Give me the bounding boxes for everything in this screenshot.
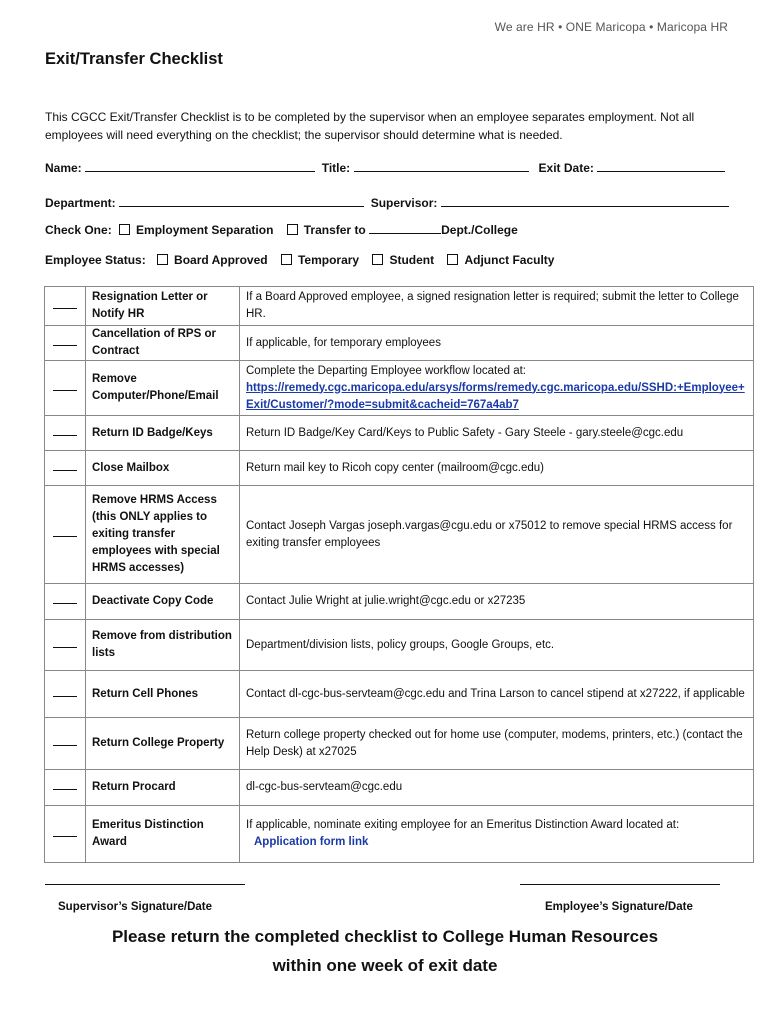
temporary-label: Temporary xyxy=(297,253,360,267)
student-label: Student xyxy=(389,253,435,267)
row-description: If a Board Approved employee, a signed resignation letter is required; submit the letter to College HR. xyxy=(240,287,754,326)
row-item: Cancellation of RPS or Contract xyxy=(86,326,240,361)
row-description: Return college property checked out for home use (computer, modems, printers, etc.) (contact the Help Desk) at x27025 xyxy=(240,718,754,770)
row-item: Return Cell Phones xyxy=(86,671,240,718)
board-approved-label: Board Approved xyxy=(174,253,268,267)
employee-status-row xyxy=(45,253,554,267)
row-item: Deactivate Copy Code xyxy=(86,584,240,620)
row-check-blank[interactable] xyxy=(45,361,86,416)
row-check-blank[interactable] xyxy=(45,770,86,806)
row-check-blank[interactable] xyxy=(45,671,86,718)
check-one-label: Check One: xyxy=(45,223,112,237)
employment-separation-label: Employment Separation xyxy=(136,223,274,237)
department-label: Department: xyxy=(45,196,116,210)
supervisor-label: Supervisor: xyxy=(370,196,438,210)
row-check-blank[interactable] xyxy=(45,620,86,671)
table-row xyxy=(45,671,754,718)
row-description: Return ID Badge/Key Card/Keys to Public Safety - Gary Steele - gary.steele@cgc.edu xyxy=(240,416,754,451)
table-row xyxy=(45,770,754,806)
row-description: Return mail key to Ricoh copy center (mailroom@cgc.edu) xyxy=(240,451,754,486)
row-description: Contact Joseph Vargas joseph.vargas@cgu.edu or x75012 to remove special HRMS access for exiting transfer employees xyxy=(240,486,754,584)
row-check-blank[interactable] xyxy=(45,326,86,361)
row-description: Contact dl-cgc-bus-servteam@cgc.edu and Trina Larson to cancel stipend at x27222, if applicable xyxy=(240,671,754,718)
name-title-row xyxy=(45,161,725,175)
name-field[interactable] xyxy=(85,161,315,172)
page-title: Exit/Transfer Checklist xyxy=(45,50,223,68)
row-item: Close Mailbox xyxy=(86,451,240,486)
employment-separation-checkbox[interactable] xyxy=(119,224,130,235)
row-item: Return ID Badge/Keys xyxy=(86,416,240,451)
transfer-dept-field[interactable] xyxy=(369,223,441,234)
student-checkbox[interactable] xyxy=(372,254,383,265)
table-row xyxy=(45,361,754,416)
row-description xyxy=(240,806,754,863)
remedy-workflow-link[interactable]: https://remedy.cgc.maricopa.edu/arsys/forms/remedy.cgc.maricopa.edu/SSHD:+Employee+Exit/Customer/?mode=submit&cacheid=767a4ab7 xyxy=(246,381,745,411)
row-check-blank[interactable] xyxy=(45,486,86,584)
hr-tagline: We are HR • ONE Maricopa • Maricopa HR xyxy=(494,20,728,34)
table-row xyxy=(45,451,754,486)
row-check-blank[interactable] xyxy=(45,287,86,326)
table-row xyxy=(45,486,754,584)
row-check-blank[interactable] xyxy=(45,718,86,770)
intro-paragraph: This CGCC Exit/Transfer Checklist is to be completed by the supervisor when an employee separates employment. Not all employees will need everything on the checklist; the supervisor should determine what is needed. xyxy=(45,110,695,142)
row-check-blank[interactable] xyxy=(45,584,86,620)
row-item: Remove from distribution lists xyxy=(86,620,240,671)
adjunct-faculty-checkbox[interactable] xyxy=(447,254,458,265)
department-field[interactable] xyxy=(119,196,364,207)
row-item: Remove Computer/Phone/Email xyxy=(86,361,240,416)
board-approved-checkbox[interactable] xyxy=(157,254,168,265)
row-description xyxy=(240,361,754,416)
row-description: Department/division lists, policy groups, Google Groups, etc. xyxy=(240,620,754,671)
supervisor-field[interactable] xyxy=(441,196,729,207)
table-row xyxy=(45,326,754,361)
row-item: Return Procard xyxy=(86,770,240,806)
employee-status-label: Employee Status: xyxy=(45,253,146,267)
temporary-checkbox[interactable] xyxy=(281,254,292,265)
supervisor-signature-label: Supervisor’s Signature/Date xyxy=(58,901,213,913)
title-label: Title: xyxy=(321,161,351,175)
row-description: Contact Julie Wright at julie.wright@cgc.edu or x27235 xyxy=(240,584,754,620)
row-item: Emeritus Distinction Award xyxy=(86,806,240,863)
table-row xyxy=(45,718,754,770)
closing-instruction xyxy=(0,922,770,980)
table-row xyxy=(45,287,754,326)
emeritus-text: If applicable, nominate exiting employee for an Emeritus Distinction Award located at: xyxy=(246,819,680,831)
transfer-label: Transfer to xyxy=(303,223,366,237)
row-description: If applicable, for temporary employees xyxy=(240,326,754,361)
transfer-checkbox[interactable] xyxy=(287,224,298,235)
check-one-row xyxy=(45,223,518,237)
row-item: Remove HRMS Access (this ONLY applies to exiting transfer employees with special HRMS accesses) xyxy=(86,486,240,584)
employee-signature-label: Employee’s Signature/Date xyxy=(545,901,693,913)
title-field[interactable] xyxy=(354,161,529,172)
supervisor-signature-line[interactable] xyxy=(45,884,245,885)
row-check-blank[interactable] xyxy=(45,451,86,486)
table-row xyxy=(45,584,754,620)
department-supervisor-row xyxy=(45,196,729,210)
table-row xyxy=(45,620,754,671)
application-form-link[interactable]: Application form link xyxy=(254,836,369,848)
row-check-blank[interactable] xyxy=(45,806,86,863)
exit-date-field[interactable] xyxy=(597,161,725,172)
checklist-table xyxy=(44,286,754,863)
workflow-text: Complete the Departing Employee workflow located at: xyxy=(246,364,526,377)
name-label: Name: xyxy=(45,161,82,175)
row-check-blank[interactable] xyxy=(45,416,86,451)
row-item: Resignation Letter or Notify HR xyxy=(86,287,240,326)
closing-line-2: within one week of exit date xyxy=(272,956,498,975)
closing-line-1: Please return the completed checklist to College Human Resources xyxy=(111,927,659,946)
row-item: Return College Property xyxy=(86,718,240,770)
table-row xyxy=(45,416,754,451)
exit-date-label: Exit Date: xyxy=(538,161,594,175)
row-description: dl-cgc-bus-servteam@cgc.edu xyxy=(240,770,754,806)
employee-signature-line[interactable] xyxy=(520,884,720,885)
table-row xyxy=(45,806,754,863)
dept-college-label: Dept./College xyxy=(441,223,518,237)
adjunct-faculty-label: Adjunct Faculty xyxy=(464,253,555,267)
